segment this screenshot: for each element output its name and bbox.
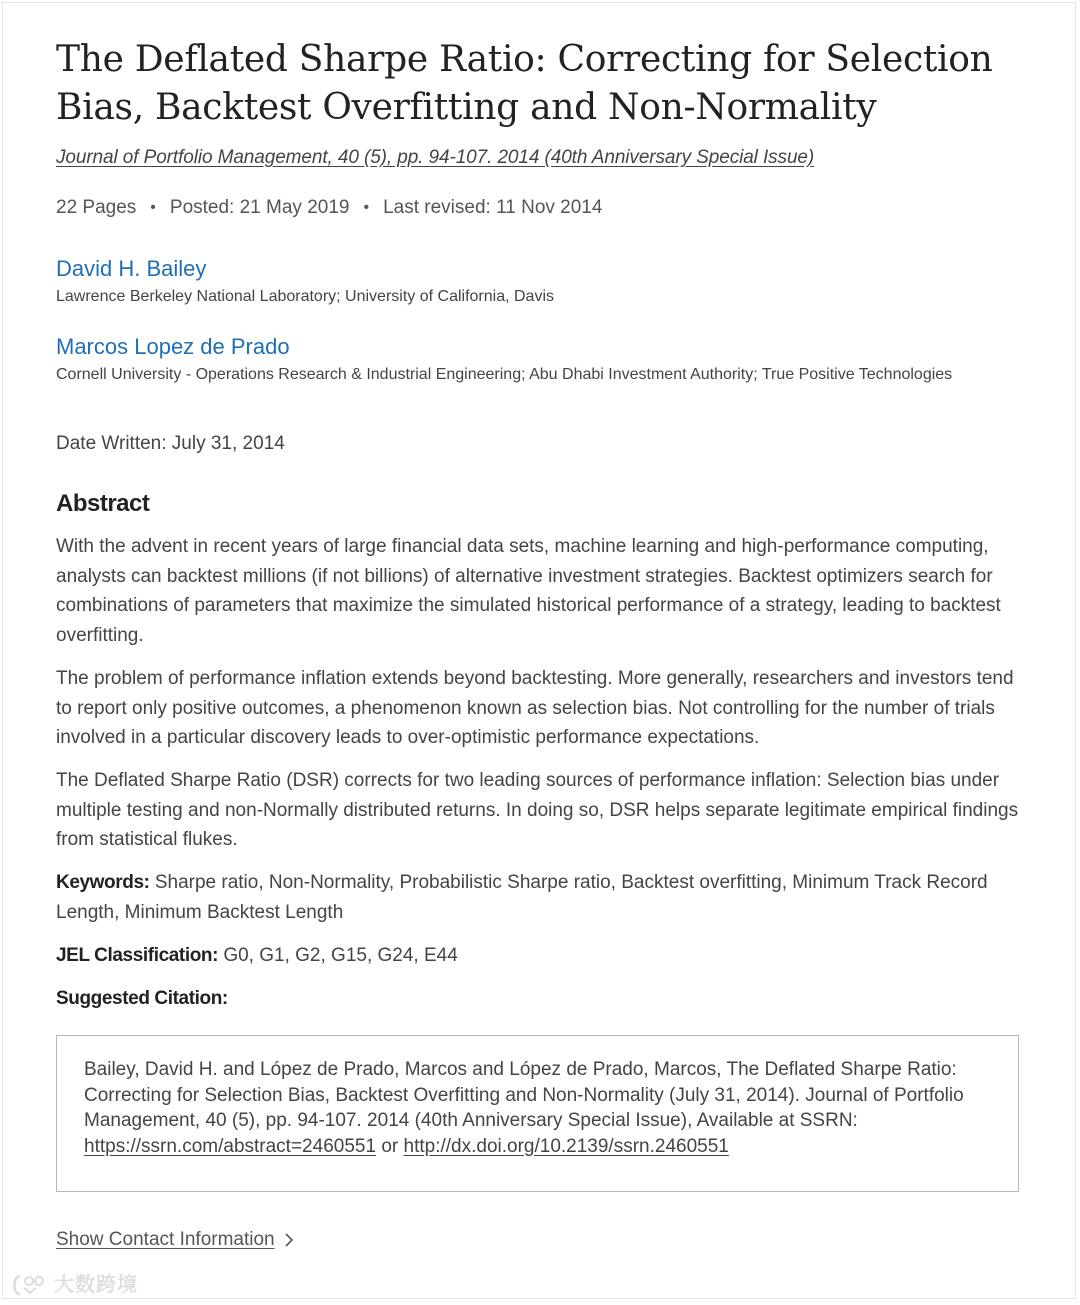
author-affiliation-bailey: Lawrence Berkeley National Laboratory; University of California, Davis [56,288,554,305]
show-contact-information-link[interactable] [56,1227,295,1253]
jel-label: JEL Classification: [56,945,219,966]
keywords [56,868,1021,927]
separator-dot: • [363,199,370,216]
citation-or: or [381,1135,399,1157]
journal-reference-link[interactable]: Journal of Portfolio Management, 40 (5), pp. 94-107. 2014 (40th Anniversary Special Issue) [56,147,815,168]
watermark-logo-icon [10,1273,50,1297]
doi-link[interactable]: http://dx.doi.org/10.2139/ssrn.2460551 [403,1135,729,1157]
posted-date: Posted: 21 May 2019 [169,197,350,218]
author-link-lopez-de-prado[interactable]: Marcos Lopez de Prado [56,334,290,359]
suggested-citation-label: Suggested Citation: [56,988,228,1009]
page-count: 22 Pages [56,197,137,218]
abstract-paragraph: The problem of performance inflation extends beyond backtesting. More generally, researchers and investors tend to report only positive outcomes, a phenomenon known as selection bias. Not controlling for the number of trials involved in a particular discovery leads to over-optimistic performance expectations. [56,668,1014,748]
paper-title: The Deflated Sharpe Ratio: Correcting for Selection Bias, Backtest Overfitting and Non-Normality [56,39,993,128]
ssrn-link[interactable]: https://ssrn.com/abstract=2460551 [84,1135,377,1157]
keywords-label: Keywords: [56,872,150,893]
citation-available-label: Available at SSRN: [696,1110,858,1131]
keywords-value: Sharpe ratio, Non-Normality, Probabilistic Sharpe ratio, Backtest overfitting, Minimum Track Record Length, Minimum Backtest Length [56,872,988,923]
watermark-text: 大数跨境 [54,1274,138,1296]
author-link-bailey[interactable]: David H. Bailey [56,256,207,281]
abstract-heading: Abstract [56,490,150,517]
citation-text: Bailey, David H. and López de Prado, Marcos and López de Prado, Marcos, The Deflated Sharpe Ratio: Correcting for Selection Bias, Backtest Overfitting and Non-Normality (July 31, 2014). Journal of Portfolio Management, 40 (5), pp. 94-107. 2014 (40th Anniversary Special Issue), [84,1059,964,1131]
separator-dot: • [150,199,156,216]
chevron-right-icon [283,1232,295,1248]
show-contact-label: Show Contact Information [56,1229,275,1250]
date-written: Date Written: July 31, 2014 [56,433,285,454]
jel-classification [56,941,1021,971]
author-affiliation-lopez-de-prado: Cornell University - Operations Research & Industrial Engineering; Abu Dhabi Investment Authority; True Positive Technologies [56,366,953,383]
jel-value: G0, G1, G2, G15, G24, E44 [223,945,458,966]
paper-meta [56,195,602,221]
abstract-paragraph: The Deflated Sharpe Ratio (DSR) corrects for two leading sources of performance inflation: Selection bias under multiple testing and non-Normally distributed returns. In doing so, DSR helps separate legitimate empirical findings from statistical flukes. [56,770,1019,850]
citation-box [56,1035,1019,1192]
abstract-paragraph: With the advent in recent years of large financial data sets, machine learning and high-performance computing, analysts can backtest millions (if not billions) of alternative investment strategies. Backtest optimizers search for combinations of parameters that maximize the simulated historical performance of a strategy, leading to backtest overfitting. [56,536,1001,646]
watermark [10,1270,138,1300]
last-revised-date: Last revised: 11 Nov 2014 [383,197,603,218]
